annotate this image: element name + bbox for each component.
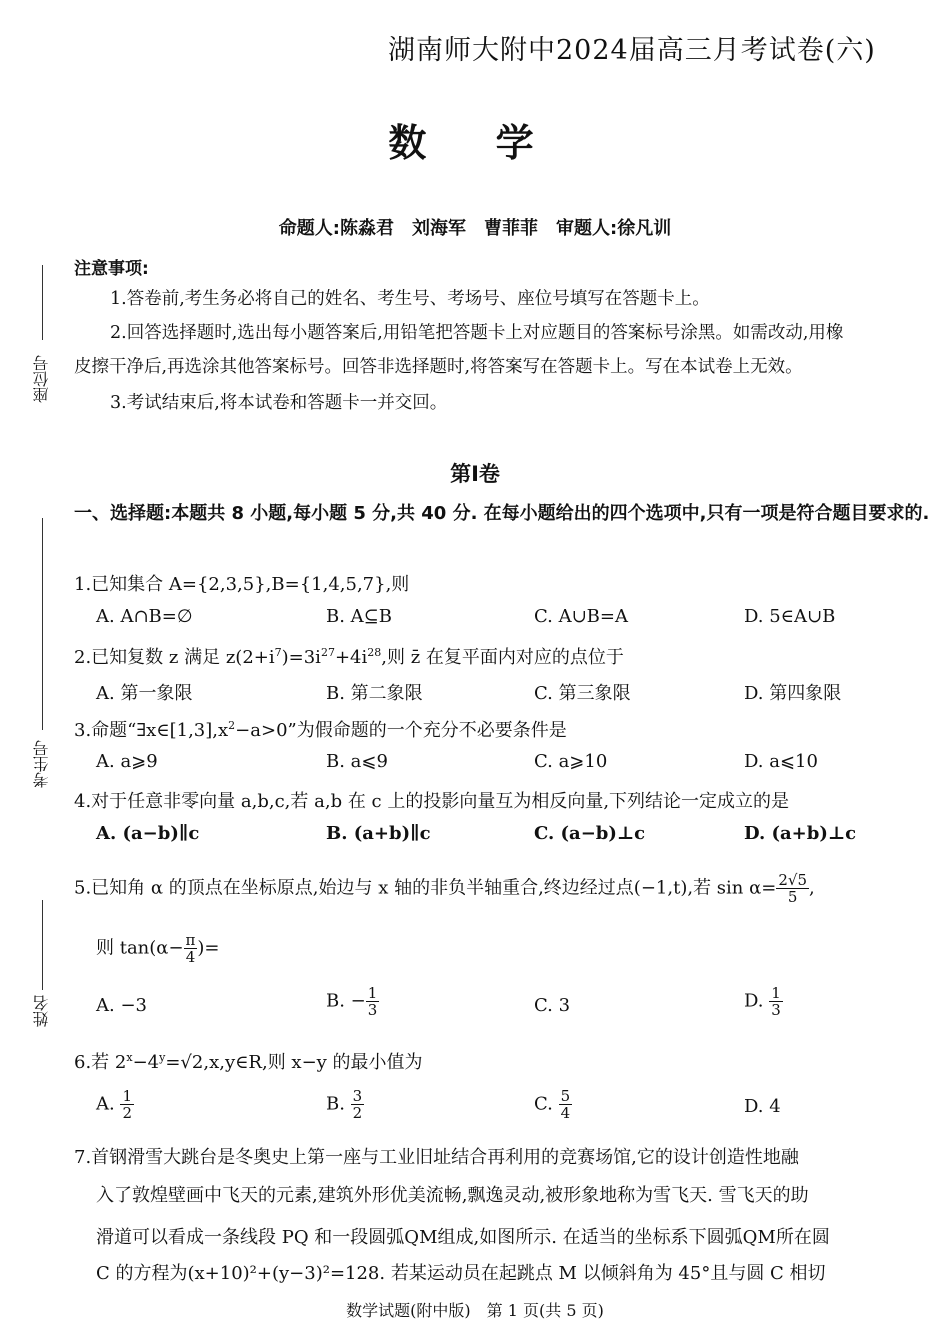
q2-option-a: A. 第一象限: [96, 683, 193, 704]
q1-option-c: C. A∪B=A: [534, 606, 628, 627]
name-line: [42, 900, 43, 990]
exam-header-title: 湖南师大附中2024届高三月考试卷(六): [388, 35, 876, 66]
side-label-name: 姓名: [32, 995, 51, 1027]
q7-line-4: C 的方程为(x+10)²+(y−3)²=128. 若某运动员在起跳点 M 以倾斜角为 45°且与圆 C 相切: [96, 1263, 826, 1284]
seat-line: [42, 265, 43, 340]
q7-line-3: 滑道可以看成一条线段 PQ 和一段圆弧QM组成,如图所示. 在适当的坐标系下圆弧QM所在圆: [96, 1227, 830, 1248]
q1-option-a: A. A∩B=∅: [96, 606, 193, 627]
side-label-examinee: 考生号: [32, 740, 51, 788]
notice-title: 注意事项:: [74, 259, 149, 279]
authors-line: 命题人:陈淼君 刘海军 曹菲菲 审题人:徐凡训: [278, 218, 672, 239]
q4-option-c: C. (a−b)⊥c: [534, 823, 646, 844]
q2-option-c: C. 第三象限: [534, 683, 631, 704]
part-title: 第Ⅰ卷: [450, 462, 500, 486]
notice-item-2-cont: 皮擦干净后,再选涂其他答案标号。回答非选择题时,将答案写在答题卡上。写在本试卷上无效。: [74, 357, 803, 377]
notice-item-2: 2.回答选择题时,选出每小题答案后,用铅笔把答题卡上对应题目的答案标号涂黑。如需改动,用橡: [110, 323, 844, 343]
q5-option-b: B. − $\frac{1}{3}$: [326, 984, 378, 1019]
q1-option-d: D. 5∈A∪B: [744, 606, 836, 627]
q4-option-d: D. (a+b)⊥c: [744, 823, 857, 844]
q6-option-b: B. $\frac{3}{2}$: [326, 1087, 363, 1122]
q6-option-d: D. 4: [744, 1096, 781, 1117]
q6-stem: 6.若 $2^x-4^y=√2,x,y\in R$,则 x−y 的最小值为: [74, 1051, 423, 1073]
q5-pi-fraction: $\frac{\pi}{4}$: [185, 931, 196, 966]
section-instructions: 一、选择题:本题共 8 小题,每小题 5 分,共 40 分. 在每小题给出的四个选项中,只有一项是符合题目要求的.: [74, 503, 930, 524]
q5-option-c: C. 3: [534, 995, 571, 1016]
subject-title: 数 学: [388, 121, 562, 165]
page-footer: 数学试题(附中版) 第 1 页(共 5 页): [346, 1301, 604, 1320]
q3-option-b: B. a⩽9: [326, 751, 388, 772]
q2-option-d: D. 第四象限: [744, 683, 842, 704]
q5-line2: 则 tan(α− $\frac{\pi}{4}$ )=: [96, 931, 220, 966]
q3-option-a: A. a⩾9: [96, 751, 158, 772]
q3-stem: 3.命题“$\exists x\in[1,3],x^2-a>0$”为假命题的一个充分不必要条件是: [74, 719, 567, 741]
q6-option-a: A. $\frac{1}{2}$: [96, 1087, 132, 1122]
q4-option-a: A. (a−b)∥c: [96, 823, 200, 844]
q5-option-a: A. −3: [96, 995, 147, 1016]
q1-option-b: B. A⊆B: [326, 606, 392, 627]
q7-line-1: 7.首钢滑雪大跳台是冬奥史上第一座与工业旧址结合再利用的竞赛场馆,它的设计创造性地融: [74, 1147, 799, 1168]
notice-item-1: 1.答卷前,考生务必将自己的姓名、考生号、考场号、座位号填写在答题卡上。: [110, 289, 710, 309]
q3-option-c: C. a⩾10: [534, 751, 608, 772]
q1-stem: 1.已知集合 A={2,3,5},B={1,4,5,7},则: [74, 574, 410, 595]
q3-option-d: D. a⩽10: [744, 751, 818, 772]
q5-option-d: D. $\frac{1}{3}$: [744, 984, 781, 1019]
q7-line-2: 入了敦煌壁画中飞天的元素,建筑外形优美流畅,飘逸灵动,被形象地称为雪飞天. 雪飞天的助: [96, 1185, 809, 1206]
q2-option-b: B. 第二象限: [326, 683, 423, 704]
notice-item-3: 3.考试结束后,将本试卷和答题卡一并交回。: [110, 393, 448, 413]
examinee-number-line: [42, 518, 43, 730]
q4-option-b: B. (a+b)∥c: [326, 823, 431, 844]
q5-sin-fraction: $\frac{2√5}{5}$: [778, 871, 807, 906]
q5-stem: 5.已知角 α 的顶点在坐标原点,始边与 x 轴的非负半轴重合,终边经过点(−1,t),若 sin α= $\frac{2√5}{5}$ ,: [74, 871, 815, 906]
side-label-seat: 座位号: [32, 355, 51, 403]
q6-option-c: C. $\frac{5}{4}$: [534, 1087, 571, 1122]
q2-stem: 2.已知复数 z 满足 $z(2+i^7)=3i^{27}+4i^{28}$,则 z̄ 在复平面内对应的点位于: [74, 646, 624, 668]
q4-stem: 4.对于任意非零向量 a,b,c,若 a,b 在 c 上的投影向量互为相反向量,下列结论一定成立的是: [74, 791, 790, 812]
